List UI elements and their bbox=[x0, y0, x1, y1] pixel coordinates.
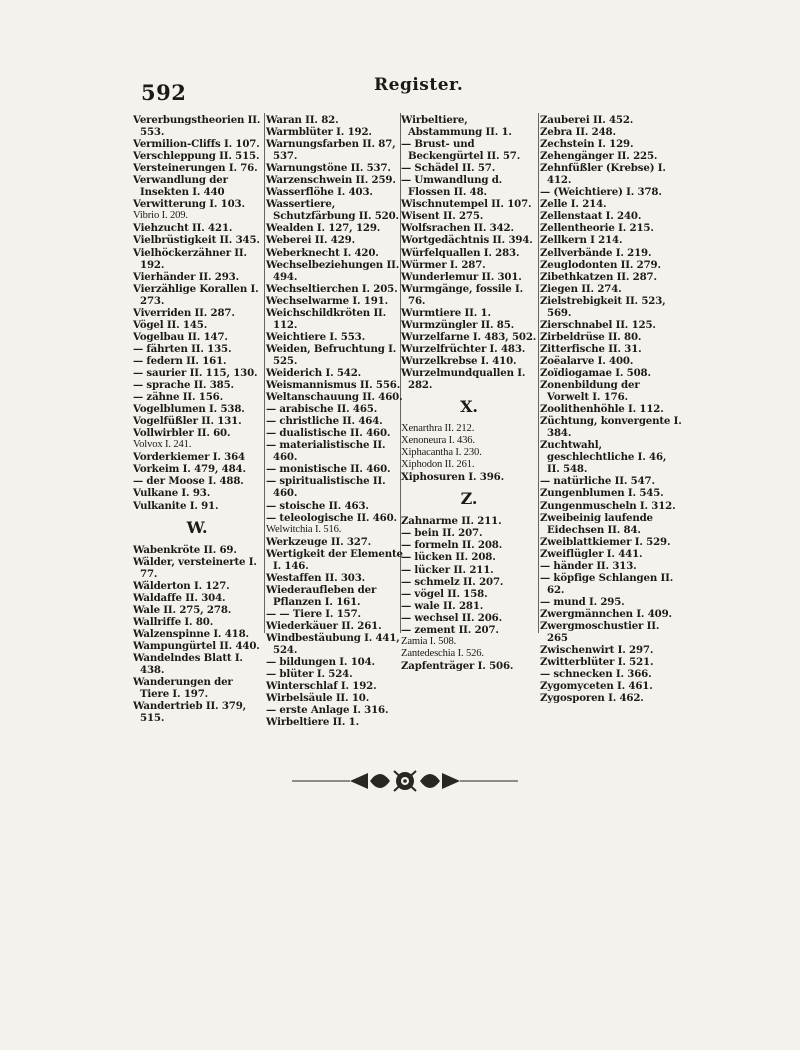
index-entry: — lücken II. 208. bbox=[401, 551, 496, 564]
index-entry: Wälder, versteinerte I. 77. bbox=[133, 555, 257, 580]
index-entry: — federn II. 161. bbox=[133, 354, 227, 367]
index-entry: Warzenschwein II. 259. bbox=[266, 174, 396, 187]
index-entry: — monistische II. 460. bbox=[266, 463, 391, 476]
index-entry: Zeuglodonten II. 279. bbox=[540, 258, 661, 271]
index-entry: Zahnarme II. 211. bbox=[401, 515, 502, 528]
index-entry: — lücker II. 211. bbox=[401, 563, 494, 576]
index-entry: Wirbeltiere II. 1. bbox=[266, 716, 359, 729]
index-entry: Wandelndes Blatt I. 438. bbox=[133, 651, 243, 677]
index-entry: Wurzelkrebse I. 410. bbox=[401, 354, 517, 367]
index-entry: Vogelblumen I. 538. bbox=[133, 403, 245, 416]
index-entry: — fährten II. 135. bbox=[133, 342, 232, 355]
index-entry: Westaffen II. 303. bbox=[266, 571, 366, 584]
index-entry: Wechselbeziehungen II. 494. bbox=[266, 258, 400, 283]
index-entry: Volvox I. 241. bbox=[133, 439, 192, 451]
index-entry: Zibethkatzen II. 287. bbox=[540, 270, 657, 283]
index-entry: — bein II. 207. bbox=[401, 527, 483, 540]
index-entry: — zement II. 207. bbox=[401, 623, 499, 636]
section-letter-heading: W. bbox=[186, 517, 208, 537]
index-entry: Vererbungstheorien II. 553. bbox=[133, 114, 261, 139]
index-entry: Wischnutempel II. 107. bbox=[401, 198, 532, 211]
index-entry: Weberknecht I. 420. bbox=[266, 246, 379, 259]
index-entry: Wurzelfarne I. 483, 502. bbox=[401, 330, 537, 343]
index-entry: — schmelz II. 207. bbox=[401, 575, 504, 588]
index-entry: — teleologische II. 460. bbox=[266, 511, 397, 524]
index-column-1 bbox=[133, 114, 261, 724]
index-entry: Wechseltierchen I. 205. bbox=[266, 282, 398, 295]
index-entry: Vermilion-Cliffs I. 107. bbox=[133, 138, 260, 151]
index-entry: Zygosporen I. 462. bbox=[540, 692, 644, 705]
index-entry: Weiderich I. 542. bbox=[266, 366, 362, 379]
index-entry: — (Weichtiere) I. 378. bbox=[540, 186, 662, 199]
index-entry: — bildungen I. 104. bbox=[266, 656, 375, 669]
index-entry: Wurmzüngler II. 85. bbox=[401, 318, 515, 331]
index-entry: Zielstrebigkeit II. 523, 569. bbox=[540, 294, 666, 319]
index-entry: Wiederaufleben der Pflanzen I. 161. bbox=[266, 583, 377, 608]
index-entry: Weberei II. 429. bbox=[266, 234, 355, 247]
index-entry: Wurmtiere II. 1. bbox=[401, 306, 491, 319]
index-entry: Warnungsfarben II. 87, 537. bbox=[266, 138, 396, 163]
index-entry: Zoëalarve I. 400. bbox=[540, 354, 634, 367]
index-entry: — schnecken I. 366. bbox=[540, 668, 652, 681]
index-entry: Zwergmännchen I. 409. bbox=[540, 607, 672, 620]
index-entry: Wisent II. 275. bbox=[401, 210, 484, 223]
index-entry: Walzenspinne I. 418. bbox=[133, 627, 249, 640]
index-entry: Warnungstöne II. 537. bbox=[266, 162, 391, 175]
index-entry: — saurier II. 115, 130. bbox=[133, 366, 258, 379]
index-entry: Wanderungen der Tiere I. 197. bbox=[133, 676, 233, 701]
index-entry: Zygomyceten I. 461. bbox=[540, 680, 653, 693]
index-entry: Zungenblumen I. 545. bbox=[540, 487, 664, 500]
index-entry: — formeln II. 208. bbox=[401, 539, 503, 552]
index-entry: Zapfenträger I. 506. bbox=[401, 659, 514, 672]
index-entry: Zitterfische II. 31. bbox=[540, 342, 642, 355]
index-entry: Zweiflügler I. 441. bbox=[540, 547, 643, 560]
index-entry: — köpfige Schlangen II. 62. bbox=[540, 571, 674, 596]
index-entry: — natürliche II. 547. bbox=[540, 475, 655, 488]
index-entry: — spiritualistische II. 460. bbox=[266, 475, 386, 500]
index-entry: Wandertrieb II. 379, 515. bbox=[133, 700, 247, 725]
index-entry: Wiederkäuer II. 261. bbox=[266, 619, 382, 632]
index-entry: Zoolithenhöhle I. 112. bbox=[540, 403, 664, 416]
index-entry: Wealden I. 127, 129. bbox=[266, 222, 381, 235]
index-entry: — mund I. 295. bbox=[540, 595, 625, 608]
index-entry: Viehzucht II. 421. bbox=[133, 222, 233, 235]
index-entry: — Brust- und Beckengürtel II. 57. bbox=[401, 138, 521, 163]
index-entry: Zellentheorie I. 215. bbox=[540, 222, 654, 235]
index-entry: Vielhöckerzähner II. 192. bbox=[133, 246, 247, 271]
index-entry: Zirbeldrüse II. 80. bbox=[540, 330, 642, 343]
index-entry: Vibrio I. 209. bbox=[133, 210, 188, 222]
index-entry: — Schädel II. 57. bbox=[401, 162, 496, 175]
index-entry: Zwitterblüter I. 521. bbox=[540, 656, 654, 669]
index-entry: Vollwirbler II. 60. bbox=[133, 427, 231, 440]
index-entry: Wale II. 275, 278. bbox=[133, 603, 232, 616]
index-entry: Waldaffe II. 304. bbox=[133, 591, 226, 604]
index-entry: Waran II. 82. bbox=[266, 114, 339, 126]
index-entry: Ziegen II. 274. bbox=[540, 282, 622, 295]
index-entry: Würfelquallen I. 283. bbox=[401, 246, 520, 259]
index-entry: Xiphodon II. 261. bbox=[401, 459, 475, 471]
index-entry: Zellverbände I. 219. bbox=[540, 246, 652, 259]
index-entry: Zehengänger II. 225. bbox=[540, 150, 658, 163]
index-entry: Zwergmoschustier II. 265 bbox=[540, 619, 660, 645]
index-entry: Zuchtwahl, geschlechtliche I. 46, II. 548. bbox=[540, 439, 667, 476]
index-entry: Vierhänder II. 293. bbox=[133, 270, 239, 283]
column-rule-1 bbox=[264, 113, 265, 633]
index-entry: Werkzeuge II. 327. bbox=[266, 535, 372, 548]
index-entry: Zelle I. 214. bbox=[540, 198, 607, 211]
index-entry: Vierzählige Korallen I. 273. bbox=[133, 282, 259, 307]
index-entry: Wälderton I. 127. bbox=[133, 579, 230, 592]
index-entry: Verwandlung der Insekten I. 440 bbox=[133, 174, 228, 199]
section-letter-heading: Z. bbox=[460, 489, 478, 509]
index-entry: Zamia I. 508. bbox=[401, 635, 457, 647]
index-entry: — Umwandlung d. Flossen II. 48. bbox=[401, 174, 503, 199]
index-entry: Zweiblattkiemer I. 529. bbox=[540, 535, 671, 548]
index-entry: Xenoneura I. 436. bbox=[401, 435, 475, 447]
index-entry: — arabische II. 465. bbox=[266, 403, 378, 416]
index-entry: Verschleppung II. 515. bbox=[133, 150, 260, 163]
index-entry: Zechstein I. 129. bbox=[540, 138, 634, 151]
index-entry: Wertigkeit der Elemente I. 146. bbox=[266, 547, 403, 572]
index-entry: — der Moose I. 488. bbox=[133, 475, 244, 488]
index-entry: Vulkane I. 93. bbox=[133, 487, 211, 500]
index-entry: Weichtiere I. 553. bbox=[266, 330, 365, 343]
index-entry: Windbestäubung I. 441, 524. bbox=[266, 632, 400, 657]
index-entry: Zantedeschia I. 526. bbox=[401, 647, 484, 659]
index-entry: Wurmgänge, fossile I. 76. bbox=[401, 282, 523, 307]
index-entry: Zwischenwirt I. 297. bbox=[540, 644, 654, 657]
index-entry: — wechsel II. 206. bbox=[401, 611, 502, 624]
column-rule-3 bbox=[538, 113, 539, 633]
index-entry: Xenarthra II. 212. bbox=[401, 423, 475, 435]
index-entry: Xiphosuren I. 396. bbox=[401, 471, 505, 484]
index-entry: — — Tiere I. 157. bbox=[266, 607, 361, 620]
index-entry: — zähne II. 156. bbox=[133, 391, 223, 404]
index-entry: Vielbrüstigkeit II. 345. bbox=[133, 234, 260, 247]
index-entry: Zehnfüßler (Krebse) I. 412. bbox=[540, 162, 666, 187]
index-entry: Weismannismus II. 556. bbox=[266, 379, 401, 392]
index-entry: Xiphacantha I. 230. bbox=[401, 447, 482, 459]
index-entry: — materialistische II. 460. bbox=[266, 439, 386, 464]
page-number: 592 bbox=[141, 80, 187, 105]
index-entry: Vorkeim I. 479, 484. bbox=[133, 463, 246, 476]
index-entry: Wurzelmundquallen I. 282. bbox=[401, 366, 526, 392]
section-letter-heading: X. bbox=[460, 397, 478, 417]
ornament-divider-icon bbox=[290, 765, 520, 797]
index-column-4 bbox=[540, 114, 682, 704]
index-entry: Wassertiere, Schutzfärbung II. 520. bbox=[266, 198, 399, 223]
index-entry: Versteinerungen I. 76. bbox=[133, 162, 258, 175]
index-entry: Vogelfüßler II. 131. bbox=[133, 415, 242, 428]
index-entry: Wirbelsäule II. 10. bbox=[266, 692, 370, 705]
index-entry: Zellenstaat I. 240. bbox=[540, 210, 642, 223]
index-entry: Zweibeinig laufende Eidechsen II. 84. bbox=[540, 511, 653, 536]
index-entry: Welwitchia I. 516. bbox=[266, 523, 342, 535]
index-entry: Winterschlaf I. 192. bbox=[266, 680, 377, 693]
index-entry: Zellkern I 214. bbox=[540, 234, 623, 247]
index-entry: — blüter I. 524. bbox=[266, 668, 353, 681]
index-entry: Viverriden II. 287. bbox=[133, 306, 235, 319]
index-entry: Wolfsrachen II. 342. bbox=[401, 222, 514, 235]
running-head: Register. bbox=[374, 75, 464, 95]
index-entry: Verwitterung I. 103. bbox=[133, 198, 245, 211]
index-entry: Wasserflöhe I. 403. bbox=[266, 186, 373, 199]
index-entry: Zungenmuscheln I. 312. bbox=[540, 499, 676, 512]
index-entry: Wabenkröte II. 69. bbox=[133, 543, 237, 556]
index-entry: Wirbeltiere, Abstammung II. 1. bbox=[401, 114, 512, 139]
index-entry: — erste Anlage I. 316. bbox=[266, 704, 389, 717]
index-entry: Vorderkiemer I. 364 bbox=[133, 451, 245, 464]
index-entry: Wurzelfrüchter I. 483. bbox=[401, 342, 526, 355]
index-entry: Wechselwarme I. 191. bbox=[266, 294, 389, 307]
index-entry: Zauberei II. 452. bbox=[540, 114, 634, 126]
index-entry: Würmer I. 287. bbox=[401, 258, 486, 271]
index-entry: Zebra II. 248. bbox=[540, 126, 616, 139]
index-entry: — händer II. 313. bbox=[540, 559, 637, 572]
index-entry: Vögel II. 145. bbox=[133, 318, 208, 331]
index-column-3 bbox=[401, 114, 537, 672]
index-entry: — dualistische II. 460. bbox=[266, 427, 391, 440]
index-entry: Warmblüter I. 192. bbox=[266, 126, 372, 139]
index-entry: — christliche II. 464. bbox=[266, 415, 383, 428]
index-entry: Zierschnabel II. 125. bbox=[540, 318, 656, 331]
index-entry: Züchtung, konvergente I. 384. bbox=[540, 415, 682, 440]
index-entry: — stoische II. 463. bbox=[266, 499, 369, 512]
index-entry: Weltanschauung II. 460. bbox=[266, 391, 403, 404]
index-entry: Vogelbau II. 147. bbox=[133, 330, 228, 343]
index-entry: Zonenbildung der Vorwelt I. 176. bbox=[540, 379, 640, 404]
index-entry: Wortgedächtnis II. 394. bbox=[401, 234, 533, 247]
index-entry: — sprache II. 385. bbox=[133, 379, 234, 392]
index-entry: Wampungürtel II. 440. bbox=[133, 639, 260, 652]
index-entry: Vulkanite I. 91. bbox=[133, 499, 219, 512]
index-entry: Wunderlemur II. 301. bbox=[401, 270, 522, 283]
index-entry: Wallriffe I. 80. bbox=[133, 615, 214, 628]
index-entry: Weichschildkröten II. 112. bbox=[266, 306, 387, 331]
index-entry: — vögel II. 158. bbox=[401, 587, 488, 600]
index-entry: Weiden, Befruchtung I. 525. bbox=[266, 342, 397, 367]
index-entry: Zoïdiogamae I. 508. bbox=[540, 366, 651, 379]
index-entry: — wale II. 281. bbox=[401, 599, 484, 612]
index-column-2 bbox=[266, 114, 403, 728]
